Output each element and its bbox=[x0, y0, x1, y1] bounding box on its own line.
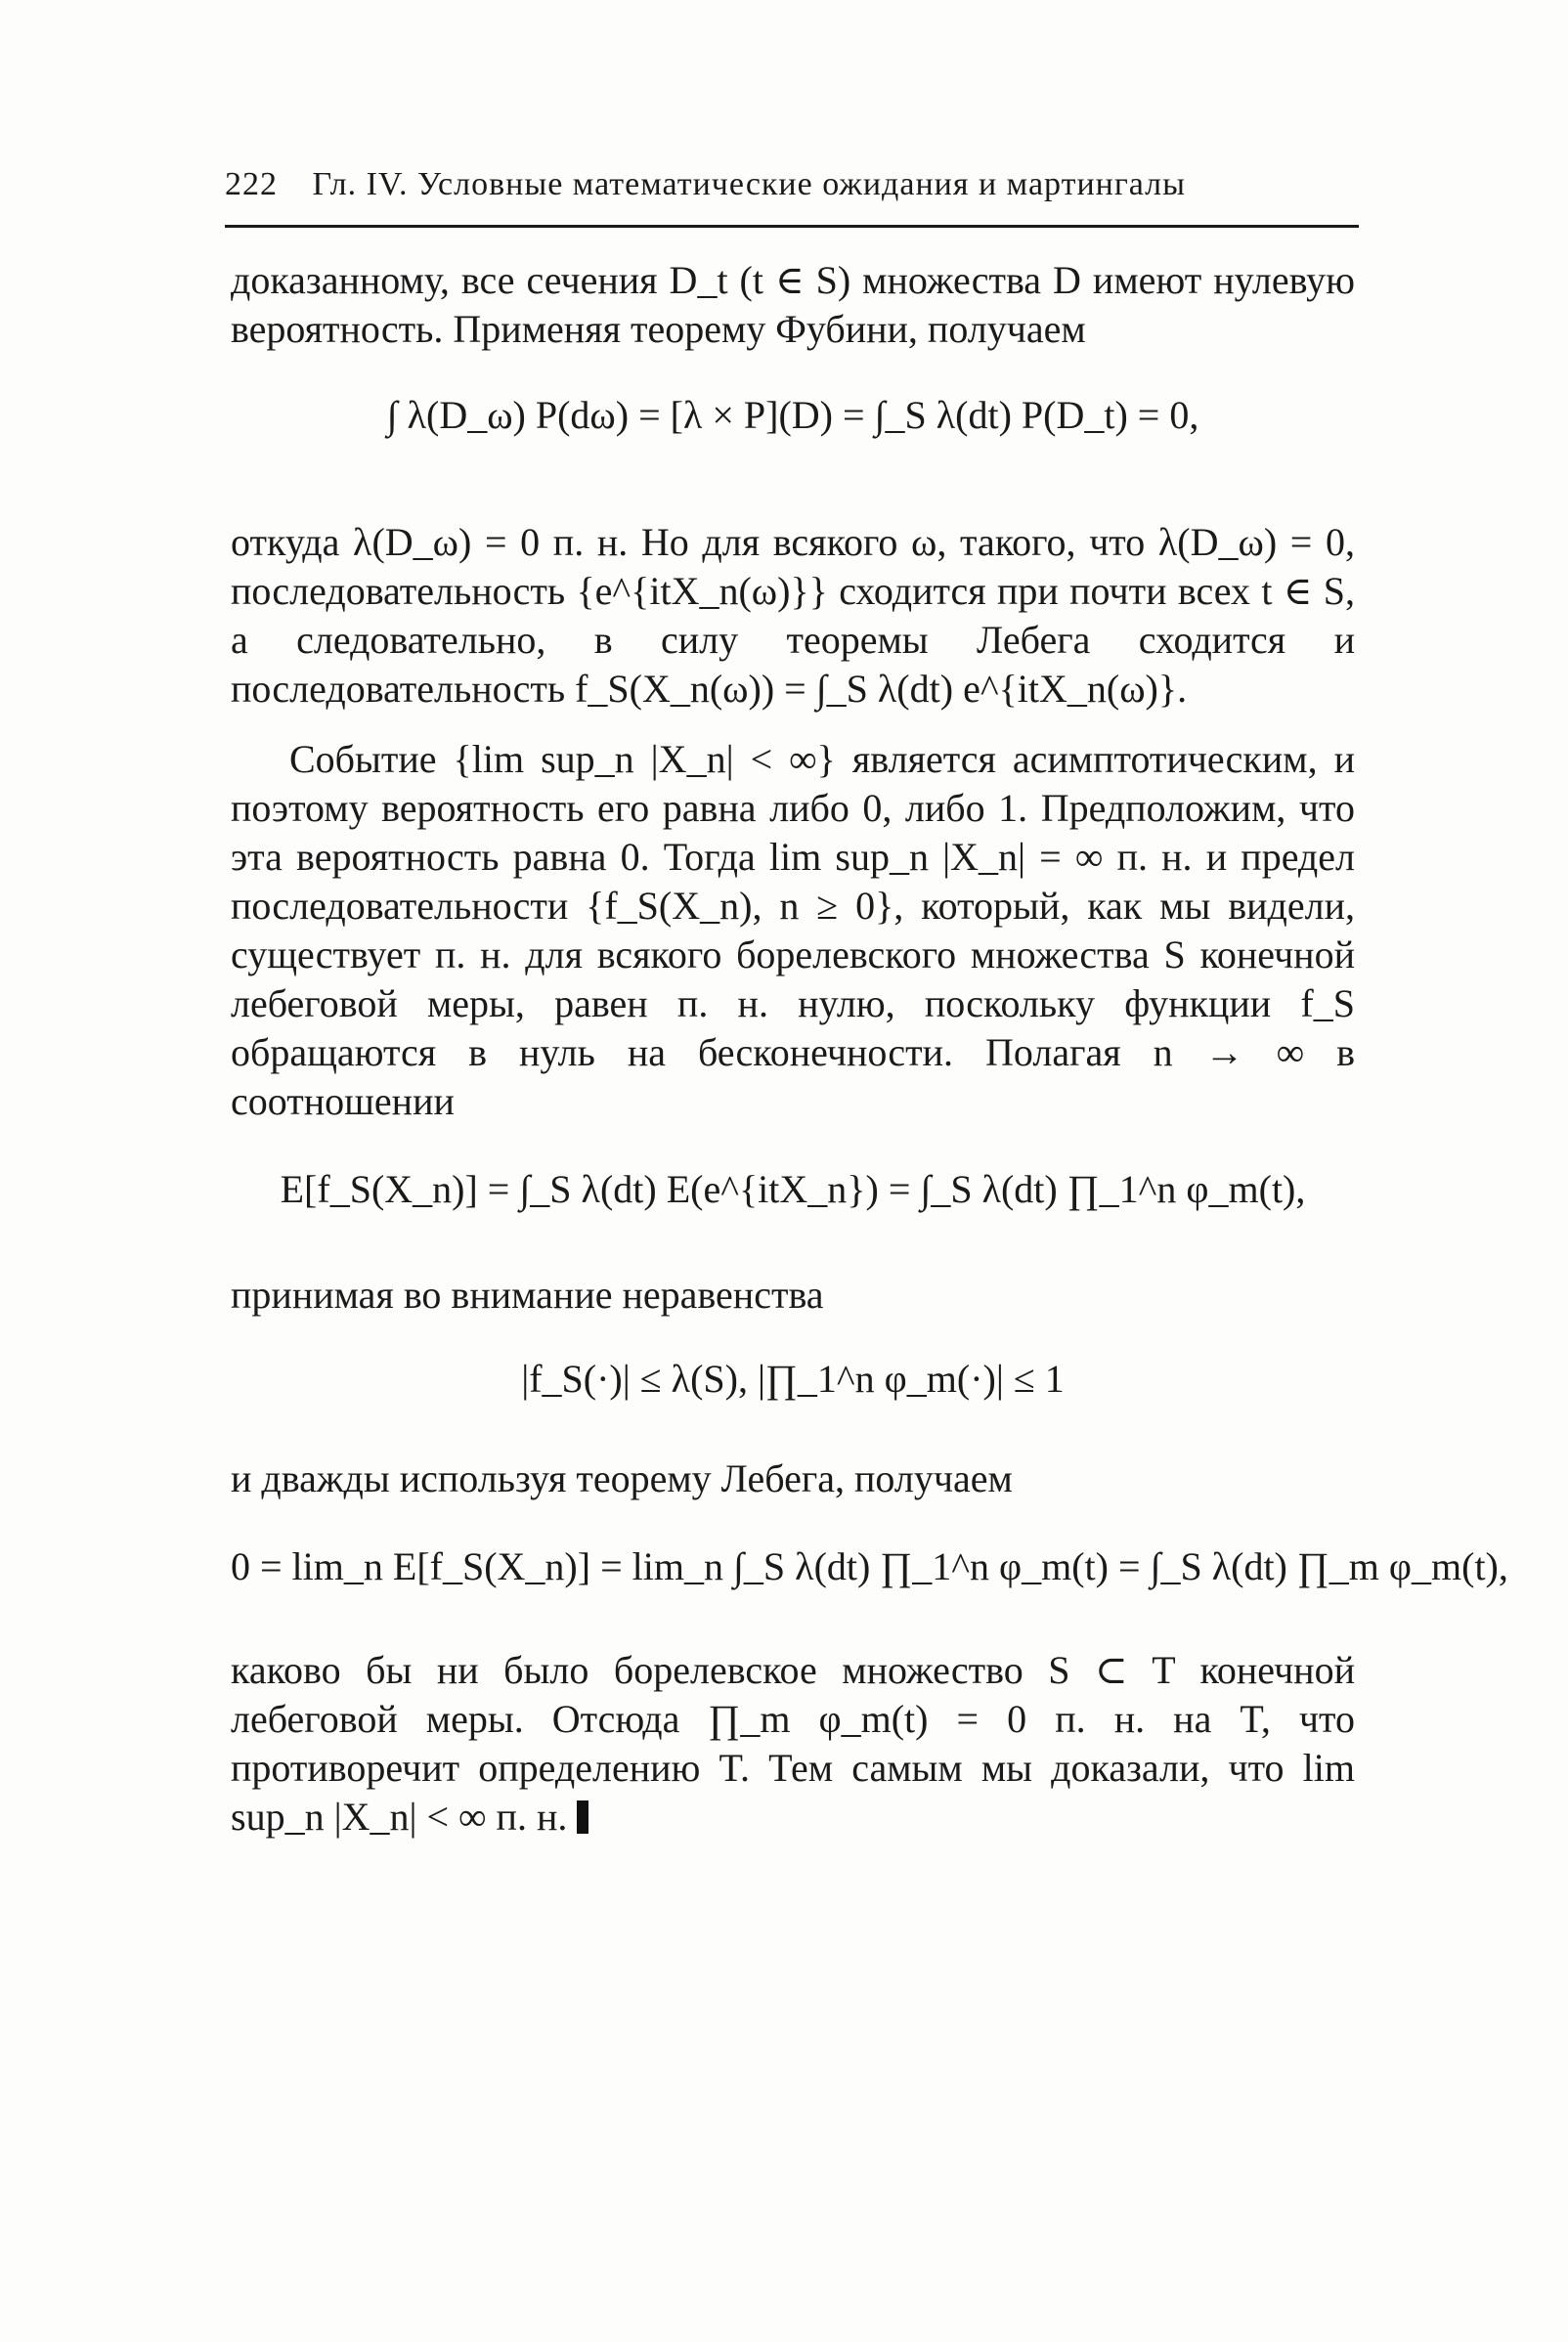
paragraph-3: Событие {lim sup_n |X_n| < ∞} является асимптотическим, и поэтому вероятность его равна либо 0, либо 1. Предположим, что эта вероятность равна 0. Тогда lim sup_n |X_n| = ∞ п. н. и предел последовательности {f_S(X_n), n ≥ 0}, который, как мы видели, существует п. н. для всякого борелевского множества S конечной лебеговой меры, равен п. н. нулю, поскольку функции f_S обращаются в нуль на бесконечности. Полагая n → ∞ в соотношении bbox=[231, 737, 1355, 1123]
formula-limit: 0 = lim_n E[f_S(X_n)] = lim_n ∫_S λ(dt) ∏_1^n φ_m(t) = ∫_S λ(dt) ∏_m φ_m(t), bbox=[231, 1544, 1508, 1588]
paragraph-5: и дважды используя теорему Лебега, получаем bbox=[231, 1456, 1013, 1500]
formula-fubini: ∫ λ(D_ω) P(dω) = [λ × P](D) = ∫_S λ(dt) P(D_t) = 0, bbox=[386, 393, 1199, 437]
paragraph-6-text: каково бы ни было борелевское множество S ⊂ T конечной лебеговой меры. Отсюда ∏_m φ_m(t) = 0 п. н. на T, что противоречит определению T. Тем самым мы доказали, что lim sup_n |X_n| < ∞ п. н. bbox=[231, 1648, 1355, 1839]
paragraph-1: доказанному, все сечения D_t (t ∈ S) множества D имеют нулевую вероятность. Применяя теорему Фубини, получаем bbox=[231, 258, 1355, 351]
end-of-proof-mark bbox=[577, 1800, 588, 1834]
page-body bbox=[231, 256, 1508, 1842]
running-header bbox=[225, 166, 1359, 203]
formula-inequalities: |f_S(·)| ≤ λ(S), |∏_1^n φ_m(·)| ≤ 1 bbox=[521, 1357, 1065, 1401]
header-rule bbox=[225, 225, 1359, 228]
paragraph-6 bbox=[231, 1646, 1355, 1842]
paragraph-2: откуда λ(D_ω) = 0 п. н. Но для всякого ω, такого, что λ(D_ω) = 0, последовательность {e^{itX_n(ω)}} сходится при почти всех t ∈ S, а следовательно, в силу теоремы Лебега сходится и последовательность f_S(X_n(ω)) = ∫_S λ(dt) e^{itX_n(ω)}. bbox=[231, 520, 1355, 711]
formula-expectation: E[f_S(X_n)] = ∫_S λ(dt) E(e^{itX_n}) = ∫_S λ(dt) ∏_1^n φ_m(t), bbox=[280, 1167, 1306, 1211]
running-title: Гл. IV. Условные математические ожидания и мартингалы bbox=[312, 166, 1186, 202]
paragraph-4: принимая во внимание неравенства bbox=[231, 1273, 824, 1317]
page-number: 222 bbox=[225, 166, 278, 202]
